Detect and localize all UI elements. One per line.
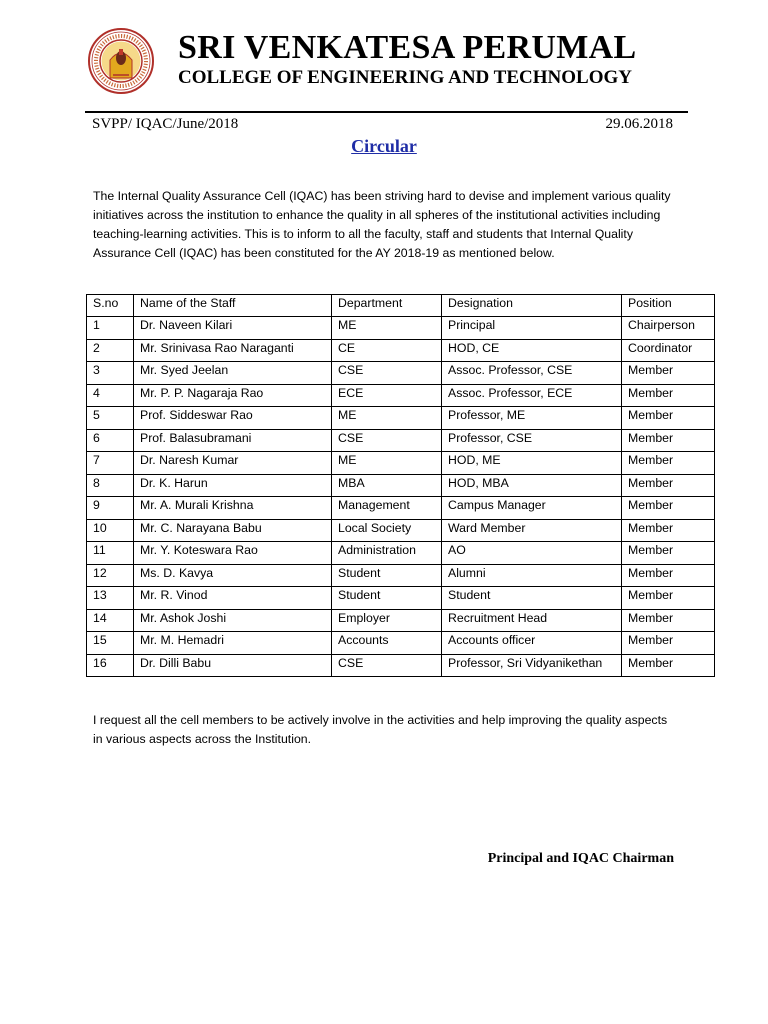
table-cell: Member [622, 362, 715, 385]
table-cell: Mr. R. Vinod [134, 587, 332, 610]
column-header: Position [622, 295, 715, 317]
table-cell: 11 [87, 542, 134, 565]
table-cell: 4 [87, 384, 134, 407]
table-cell: Coordinator [622, 339, 715, 362]
table-cell: CE [332, 339, 442, 362]
table-row [87, 384, 715, 407]
college-seal-icon [88, 28, 154, 94]
table-row [87, 519, 715, 542]
table-cell: 10 [87, 519, 134, 542]
column-header: Designation [442, 295, 622, 317]
college-subtitle: COLLEGE OF ENGINEERING AND TECHNOLOGY [178, 67, 632, 88]
table-cell: Mr. Y. Koteswara Rao [134, 542, 332, 565]
table-cell: Member [622, 654, 715, 677]
table-cell: Local Society [332, 519, 442, 542]
table-cell: 14 [87, 609, 134, 632]
table-cell: ME [332, 317, 442, 340]
table-cell: Ms. D. Kavya [134, 564, 332, 587]
table-cell: Principal [442, 317, 622, 340]
table-cell: 7 [87, 452, 134, 475]
table-cell: AO [442, 542, 622, 565]
table-cell: Student [332, 587, 442, 610]
table-row [87, 317, 715, 340]
table-cell: Member [622, 497, 715, 520]
table-cell: Professor, ME [442, 407, 622, 430]
table-cell: 13 [87, 587, 134, 610]
signature-line: Principal and IQAC Chairman [487, 851, 674, 866]
table-cell: Mr. Syed Jeelan [134, 362, 332, 385]
closing-paragraph: I request all the cell members to be actively involve in the activities and help improving the quality aspects in various aspects across the Institution. [93, 713, 668, 746]
table-cell: Dr. Naresh Kumar [134, 452, 332, 475]
table-cell: Ward Member [442, 519, 622, 542]
table-row [87, 452, 715, 475]
table-cell: ME [332, 407, 442, 430]
table-row [87, 474, 715, 497]
table-row [87, 564, 715, 587]
circular-heading: Circular [351, 136, 417, 156]
table-cell: CSE [332, 654, 442, 677]
table-cell: Mr. A. Murali Krishna [134, 497, 332, 520]
table-cell: Assoc. Professor, CSE [442, 362, 622, 385]
table-cell: ME [332, 452, 442, 475]
table-cell: Mr. M. Hemadri [134, 632, 332, 655]
table-cell: ECE [332, 384, 442, 407]
iqac-members-table [86, 294, 715, 677]
table-cell: Assoc. Professor, ECE [442, 384, 622, 407]
table-row [87, 609, 715, 632]
table-row [87, 362, 715, 385]
table-cell: Alumni [442, 564, 622, 587]
table-cell: MBA [332, 474, 442, 497]
table-cell: Professor, Sri Vidyanikethan [442, 654, 622, 677]
column-header: Department [332, 295, 442, 317]
table-cell: Chairperson [622, 317, 715, 340]
table-row [87, 542, 715, 565]
table-cell: 1 [87, 317, 134, 340]
table-cell: HOD, CE [442, 339, 622, 362]
table-cell: Management [332, 497, 442, 520]
table-cell: Professor, CSE [442, 429, 622, 452]
table-cell: Member [622, 609, 715, 632]
table-cell: HOD, MBA [442, 474, 622, 497]
table-cell: Member [622, 407, 715, 430]
reference-number: SVPP/ IQAC/June/2018 [92, 116, 239, 132]
header-divider [85, 111, 688, 113]
table-cell: 5 [87, 407, 134, 430]
table-cell: Member [622, 519, 715, 542]
table-cell: Member [622, 452, 715, 475]
table-cell: Employer [332, 609, 442, 632]
table-cell: Student [442, 587, 622, 610]
table-cell: Prof. Balasubramani [134, 429, 332, 452]
table-cell: Mr. Srinivasa Rao Naraganti [134, 339, 332, 362]
table-cell: Administration [332, 542, 442, 565]
table-cell: Mr. Ashok Joshi [134, 609, 332, 632]
table-row [87, 587, 715, 610]
college-title: SRI VENKATESA PERUMAL [178, 29, 637, 66]
table-row [87, 632, 715, 655]
table-cell: Mr. P. P. Nagaraja Rao [134, 384, 332, 407]
table-cell: Member [622, 587, 715, 610]
table-cell: Mr. C. Narayana Babu [134, 519, 332, 542]
table-cell: Recruitment Head [442, 609, 622, 632]
table-cell: Member [622, 474, 715, 497]
table-cell: 6 [87, 429, 134, 452]
table-cell: Prof. Siddeswar Rao [134, 407, 332, 430]
column-header: Name of the Staff [134, 295, 332, 317]
table-cell: 12 [87, 564, 134, 587]
table-cell: Accounts [332, 632, 442, 655]
table-cell: Member [622, 384, 715, 407]
table-row [87, 429, 715, 452]
table-cell: Campus Manager [442, 497, 622, 520]
table-cell: 16 [87, 654, 134, 677]
table-cell: Member [622, 429, 715, 452]
column-header: S.no [87, 295, 134, 317]
table-cell: Member [622, 632, 715, 655]
table-cell: Member [622, 564, 715, 587]
table-cell: 2 [87, 339, 134, 362]
table-cell: 15 [87, 632, 134, 655]
table-header-row [87, 295, 715, 317]
table-cell: Member [622, 542, 715, 565]
table-row [87, 339, 715, 362]
intro-paragraph: The Internal Quality Assurance Cell (IQAC) has been striving hard to devise and implement various quality initiatives across the institution to enhance the quality in all spheres of the institutional activities including teaching-learning activities. This is to inform to all the faculty, staff and students that Internal Quality Assurance Cell (IQAC) has been constituted for the AY 2018-19 as mentioned below. [93, 189, 671, 260]
table-cell: Dr. Dilli Babu [134, 654, 332, 677]
table-row [87, 497, 715, 520]
circular-date: 29.06.2018 [605, 116, 673, 132]
table-cell: Student [332, 564, 442, 587]
table-row [87, 407, 715, 430]
table-cell: 3 [87, 362, 134, 385]
table-cell: Accounts officer [442, 632, 622, 655]
table-cell: Dr. Naveen Kilari [134, 317, 332, 340]
table-cell: CSE [332, 362, 442, 385]
table-cell: 9 [87, 497, 134, 520]
table-cell: CSE [332, 429, 442, 452]
table-cell: 8 [87, 474, 134, 497]
table-cell: HOD, ME [442, 452, 622, 475]
table-row [87, 654, 715, 677]
table-cell: Dr. K. Harun [134, 474, 332, 497]
